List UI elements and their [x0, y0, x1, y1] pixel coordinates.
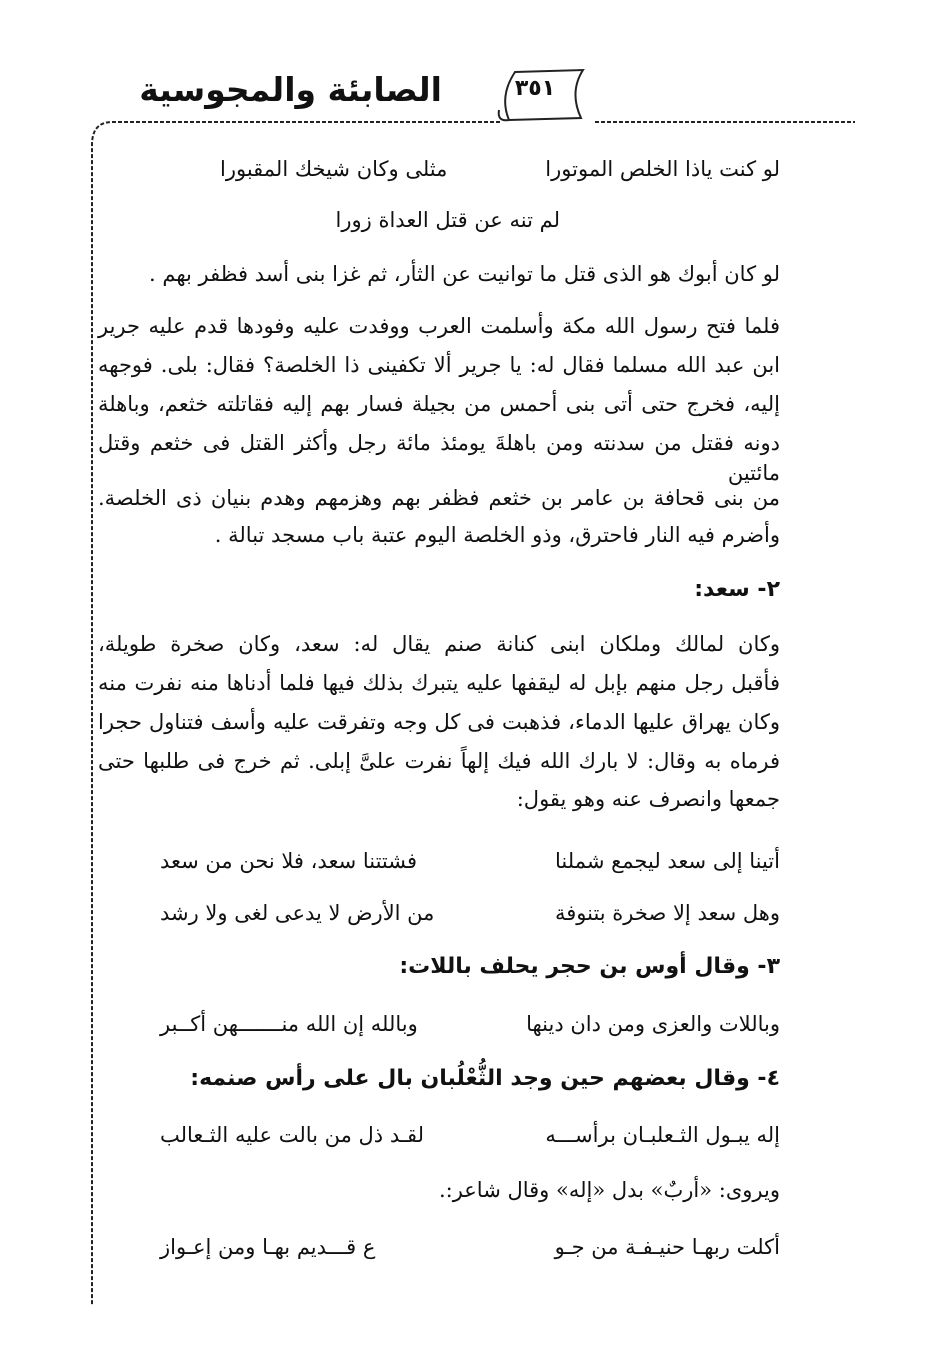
poem1-hemistich-right: لو كنت ياذا الخلص الموتورا — [545, 157, 780, 181]
paragraph-3-line: وكان لمالك وملكان ابنى كنانة صنم يقال له: سعد، وكان صخرة طويلة، — [98, 632, 780, 656]
poem2-hemistich-left: فشتتنا سعد، فلا نحن من سعد — [160, 849, 418, 873]
paragraph-3-line: فأقبل رجل منهم بإبل له ليقفها عليه يتبرك بذلك فيها فلما أدناها منه نفرت منه — [98, 671, 780, 695]
paragraph-3-line: جمعها وانصرف عنه وهو يقول: — [516, 787, 780, 811]
paragraph-2-line: وأضرم فيه النار فاحترق، وذو الخلصة اليوم عتبة باب مسجد تبالة . — [214, 523, 780, 547]
paragraph-3-line: وكان يهراق عليها الدماء، فذهبت فى كل وجه وتفرقت عليه وأسف فتناول حجرا — [98, 710, 780, 734]
page-number-scroll — [495, 62, 595, 124]
running-title: الصابئة والمجوسية — [139, 70, 442, 109]
poem2-hemistich-right: أتينا إلى سعد ليجمع شملنا — [555, 849, 780, 873]
poem3-hemistich-left: وبالله إن الله منـــــــهن أكــبر — [160, 1012, 418, 1036]
paragraph-2-line: إليه، فخرج حتى أتى بنى أحمس من بجيلة فسار بهم إليه فقاتلته خثعم، وباهلة — [98, 392, 780, 416]
paragraph-2-line: دونه فقتل من سدنته ومن باهلةَ يومئذ مائة رجل وأكثر القتل فى خثعم وقتل مائتين — [98, 431, 780, 485]
poem5-hemistich-left: ع قـــديم بهـا ومن إعـواز — [160, 1235, 376, 1259]
paragraph-2-line: ابن عبد الله مسلما فقال له: يا جرير ألا تكفينى ذا الخلصة؟ فقال: بلى. فوجهه — [98, 353, 780, 377]
poem2-line2 — [160, 898, 780, 928]
poem1-hemistich-left: مثلى وكان شيخك المقبورا — [220, 157, 448, 181]
section-heading-3: ٣- وقال أوس بن حجر يحلف باللات: — [399, 954, 780, 979]
poem4-line — [160, 1120, 780, 1150]
paragraph-4: ويروى: «أربٌ» بدل «إله» وقال شاعر:. — [438, 1178, 780, 1202]
page-number: ٣٥١ — [514, 76, 556, 101]
poem2-hemistich-right: وهل سعد إلا صخرة بتنوفة — [554, 901, 780, 925]
poem5-hemistich-right: أكلت ربهـا حنيـفـة من جـو — [554, 1235, 780, 1259]
poem1-line2: لم تنه عن قتل العداة زورا — [335, 208, 560, 232]
poem4-hemistich-left: لقـد ذل من بالت عليه الثـعالب — [160, 1123, 425, 1147]
paragraph-2-line: من بنى قحافة بن عامر بن خثعم فظفر بهم وهزمهم وهدم بنيان ذى الخلصة. — [98, 486, 780, 510]
poem4-hemistich-right: إله يبـول الثـعلبـان برأســـه — [545, 1123, 780, 1147]
section-heading-2: ٢- سعد: — [694, 577, 780, 602]
poem2-hemistich-left: من الأرض لا يدعى لغى ولا رشد — [160, 901, 435, 925]
section-heading-4: ٤- وقال بعضهم حين وجد الثُّعْلُبان بال على رأس صنمه: — [190, 1066, 780, 1091]
poem3-hemistich-right: وباللات والعزى ومن دان دينها — [526, 1012, 780, 1036]
poem3-line — [160, 1009, 780, 1039]
poem1-line1 — [220, 154, 780, 184]
poem5-line — [160, 1232, 780, 1262]
paragraph-3-line: فرماه به وقال: لا بارك الله فيك إلهاً نفرت علىَّ إبلى. ثم خرج فى طلبها حتى — [98, 749, 780, 773]
paragraph-2-line: فلما فتح رسول الله مكة وأسلمت العرب ووفدت عليه وفودها قدم عليه جرير — [98, 314, 780, 338]
poem2-line1 — [160, 846, 780, 876]
paragraph-1: لو كان أبوك هو الذى قتل ما توانيت عن الثأر، ثم غزا بنى أسد فظفر بهم . — [149, 262, 780, 286]
